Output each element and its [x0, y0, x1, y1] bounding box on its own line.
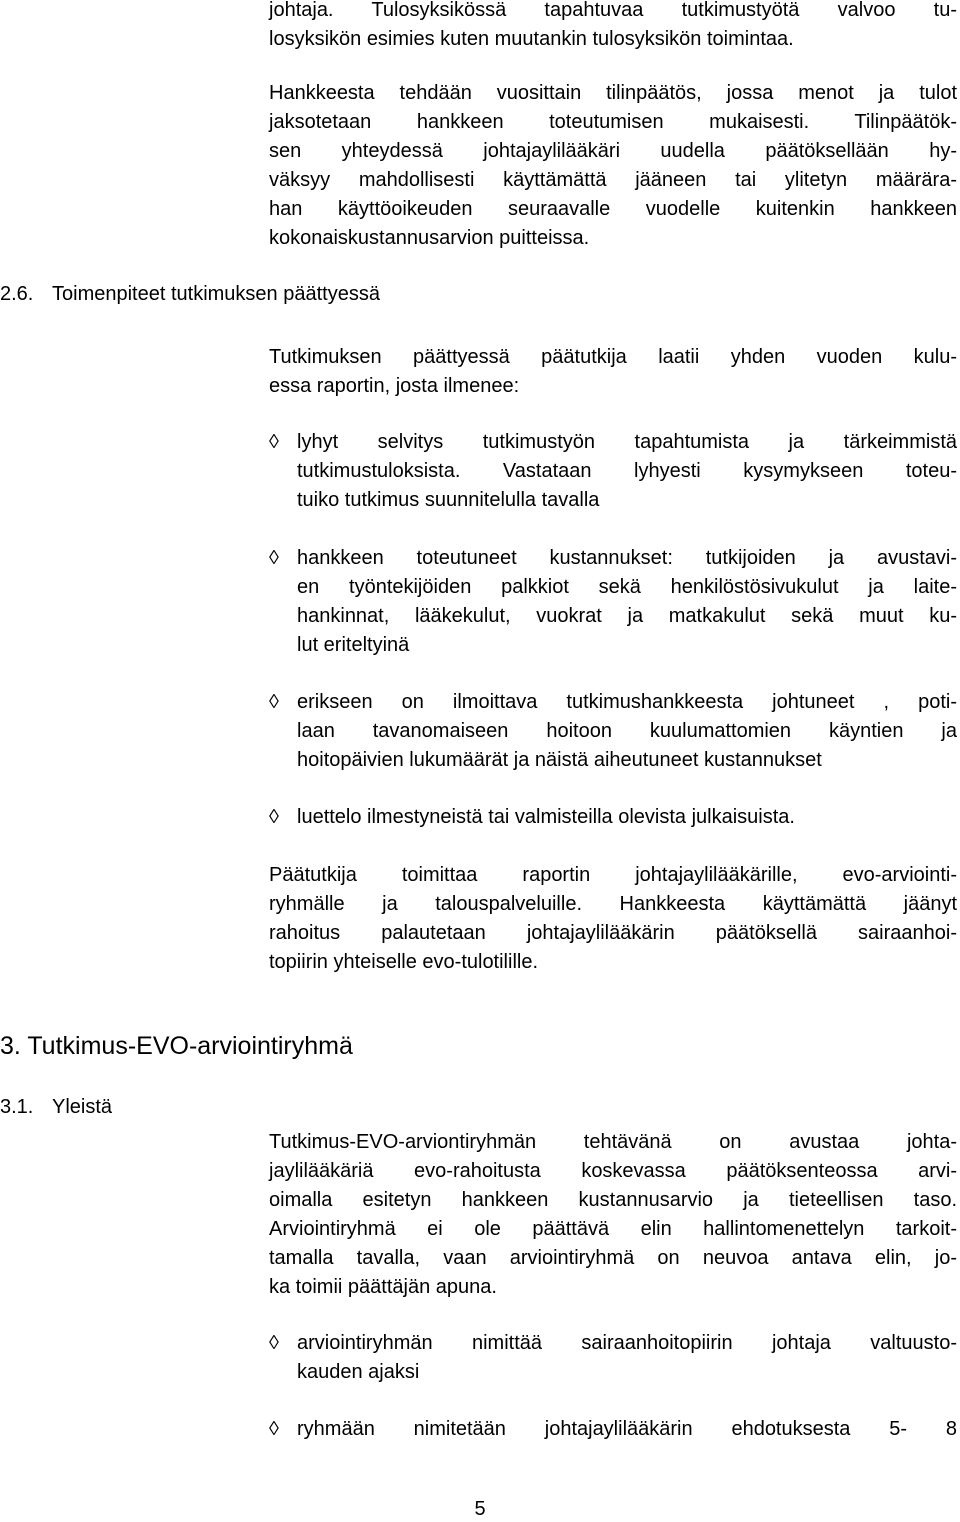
- text-line: luettelo ilmestyneistä tai valmisteilla olevista julkaisuista.: [297, 806, 795, 828]
- section-number: 2.6.: [0, 283, 34, 305]
- text-line: Päätutkija toimittaa raportin johtajaylilääkärille, evo-arviointi-: [269, 864, 957, 886]
- list-item: [269, 428, 957, 515]
- text-line: kokonaiskustannusarvion puitteissa.: [269, 227, 590, 249]
- text-line: lyhyt selvitys tutkimustyön tapahtumista ja tärkeimmistä: [297, 431, 957, 453]
- section-heading-3-1: [0, 1093, 112, 1122]
- text-line: väksyy mahdollisesti käyttämättä jääneen tai ylitetyn määrära-: [269, 169, 957, 191]
- text-line: kauden ajaksi: [297, 1361, 420, 1383]
- text-line: topiirin yhteiselle evo-tulotilille.: [269, 951, 539, 973]
- list-item: [269, 803, 957, 832]
- text-line: en työntekijöiden palkkiot sekä henkilöstösivukulut ja laite-: [297, 576, 957, 598]
- text-line: tutkimustuloksista. Vastataan lyhyesti kysymykseen toteu-: [297, 460, 957, 482]
- paragraph-report-delivery: [269, 861, 957, 977]
- text-line: hankkeen toteutuneet kustannukset: tutkijoiden ja avustavi-: [297, 547, 957, 569]
- diamond-bullet-icon: ◊: [269, 431, 279, 453]
- text-line: oimalla esitetyn hankkeen kustannusarvio ja tieteellisen taso.: [269, 1189, 957, 1211]
- diamond-bullet-icon: ◊: [269, 547, 279, 569]
- section-title: Yleistä: [52, 1096, 113, 1118]
- text-line: losyksikön esimies kuten muutankin tulosyksikön toimintaa.: [269, 28, 794, 50]
- text-line: ryhmälle ja talouspalveluille. Hankkeesta käyttämättä jäänyt: [269, 893, 957, 915]
- text-line: tamalla tavalla, vaan arviointiryhmä on neuvoa antava elin, jo-: [269, 1247, 957, 1269]
- text-line: Tutkimus-EVO-arviontiryhmän tehtävänä on avustaa johta-: [269, 1131, 957, 1153]
- list-item: [269, 544, 957, 660]
- paragraph-final-report: [269, 343, 957, 401]
- text-line: laan tavanomaiseen hoitoon kuulumattomien käyntien ja: [297, 720, 957, 742]
- text-line: arviointiryhmän nimittää sairaanhoitopiirin johtaja valtuusto-: [297, 1332, 957, 1354]
- diamond-bullet-icon: ◊: [269, 691, 279, 713]
- text-line: sen yhteydessä johtajaylilääkäri uudella päätöksellään hy-: [269, 140, 957, 162]
- diamond-bullet-icon: ◊: [269, 1332, 279, 1354]
- diamond-bullet-icon: ◊: [269, 1418, 279, 1440]
- text-line: hankinnat, lääkekulut, vuokrat ja matkakulut sekä muut ku-: [297, 605, 957, 627]
- section-title: Toimenpiteet tutkimuksen päättyessä: [52, 283, 380, 305]
- list-item: [269, 1329, 957, 1387]
- page-number: 5: [474, 1498, 486, 1520]
- paragraph-group-task: [269, 1128, 957, 1302]
- text-line: Arviointiryhmä ei ole päättävä elin hallintomenettelyn tarkoit-: [269, 1218, 957, 1240]
- list-item: [269, 1415, 957, 1444]
- section-heading-2-6: [0, 280, 380, 309]
- section-number: 3.1.: [0, 1096, 34, 1118]
- diamond-bullet-icon: ◊: [269, 806, 279, 828]
- paragraph-financial-statement: [269, 79, 957, 253]
- text-line: jaksotetaan hankkeen toteutumisen mukaisesti. Tilinpäätök-: [269, 111, 957, 133]
- text-line: essa raportin, josta ilmenee:: [269, 375, 520, 397]
- text-line: hoitopäivien lukumäärät ja näistä aiheutuneet kustannukset: [297, 749, 822, 771]
- text-line: erikseen on ilmoittava tutkimushankkeesta johtuneet , poti-: [297, 691, 957, 713]
- text-line: johtaja. Tulosyksikössä tapahtuvaa tutkimustyötä valvoo tu-: [269, 0, 957, 21]
- text-line: ka toimii päättäjän apuna.: [269, 1276, 497, 1298]
- text-line: rahoitus palautetaan johtajaylilääkärin päätöksellä sairaanhoi-: [269, 922, 957, 944]
- text-line: ryhmään nimitetään johtajaylilääkärin ehdotuksesta 5- 8: [297, 1418, 957, 1440]
- text-line: tuiko tutkimus suunnitelulla tavalla: [297, 489, 600, 511]
- chapter-heading-3: 3. Tutkimus-EVO-arviointiryhmä: [0, 1032, 353, 1060]
- list-item: [269, 688, 957, 775]
- text-line: Hankkeesta tehdään vuosittain tilinpäätös, jossa menot ja tulot: [269, 82, 957, 104]
- text-line: han käyttöoikeuden seuraavalle vuodelle kuitenkin hankkeen: [269, 198, 957, 220]
- text-line: jaylilääkäriä evo-rahoitusta koskevassa päätöksenteossa arvi-: [269, 1160, 957, 1182]
- text-line: Tutkimuksen päättyessä päätutkija laatii yhden vuoden kulu-: [269, 346, 957, 368]
- paragraph-supervision: [269, 0, 957, 54]
- text-line: lut eriteltyinä: [297, 634, 410, 656]
